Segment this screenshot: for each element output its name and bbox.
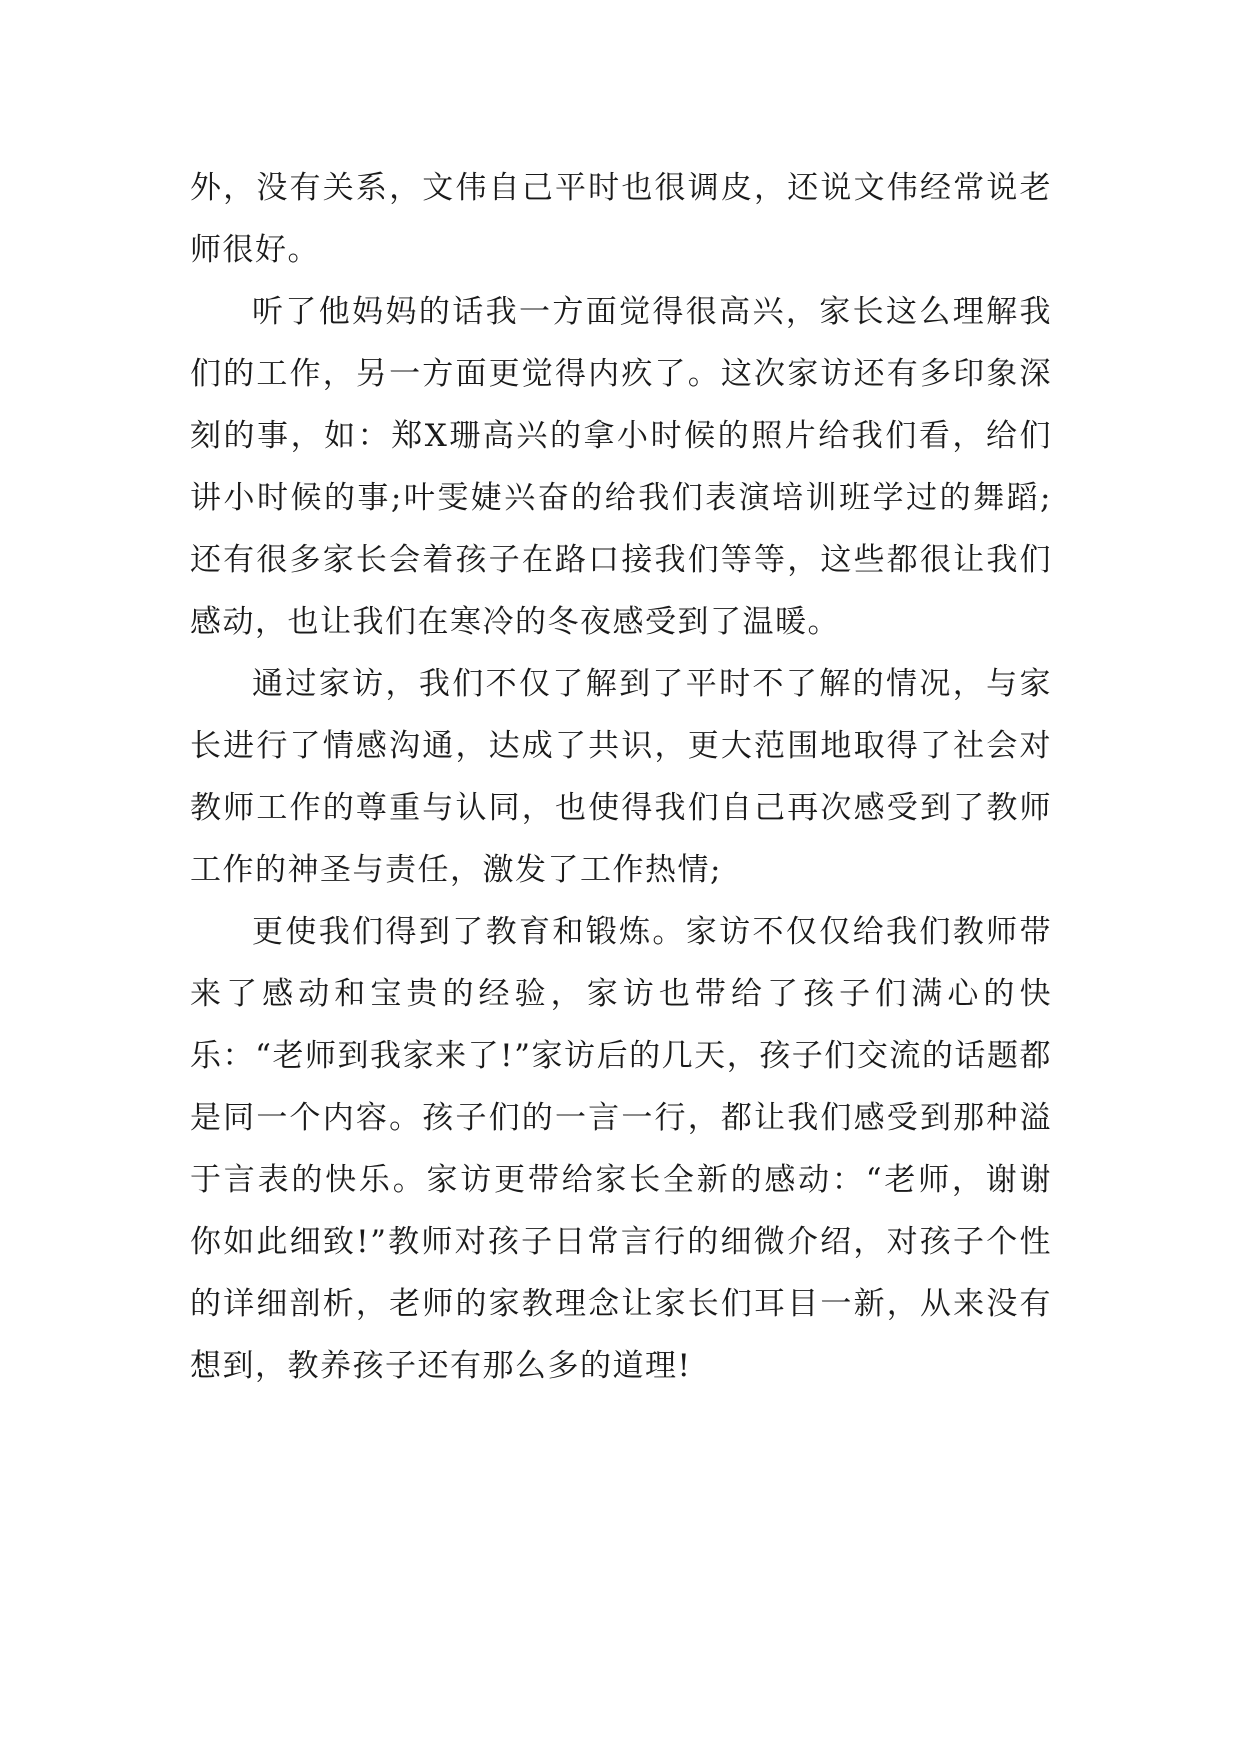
paragraph-home-visit-benefits: 通过家访，我们不仅了解到了平时不了解的情况，与家长进行了情感沟通，达成了共识，更大范围地取得了社会对教师工作的尊重与认同，也使得我们自己再次感受到了教师工作的神圣与责任，激发了工作热情; xyxy=(190,666,1052,888)
paragraph-continuation: 外，没有关系，文伟自己平时也很调皮，还说文伟经常说老师很好。 xyxy=(190,170,1052,268)
paragraph-home-visit-feelings: 听了他妈妈的话我一方面觉得很高兴，家长这么理解我们的工作，另一方面更觉得内疚了。这次家访还有多印象深刻的事，如：郑X珊高兴的拿小时候的照片给我们看，给们讲小时候的事;叶雯婕兴奋的给我们表演培训班学过的舞蹈;还有很多家长会着孩子在路口接我们等等，这些都很让我们感动，也让我们在寒冷的冬夜感受到了温暖。 xyxy=(190,294,1052,640)
document-body xyxy=(190,157,1052,1397)
paragraph-education-and-training: 更使我们得到了教育和锻炼。家访不仅仅给我们教师带来了感动和宝贵的经验，家访也带给了孩子们满心的快乐：“老师到我家来了!”家访后的几天，孩子们交流的话题都是同一个内容。孩子们的一言一行，都让我们感受到那种溢于言表的快乐。家访更带给家长全新的感动：“老师，谢谢你如此细致!”教师对孩子日常言行的细微介绍，对孩子个性的详细剖析，老师的家教理念让家长们耳目一新，从来没有想到，教养孩子还有那么多的道理! xyxy=(190,914,1052,1384)
